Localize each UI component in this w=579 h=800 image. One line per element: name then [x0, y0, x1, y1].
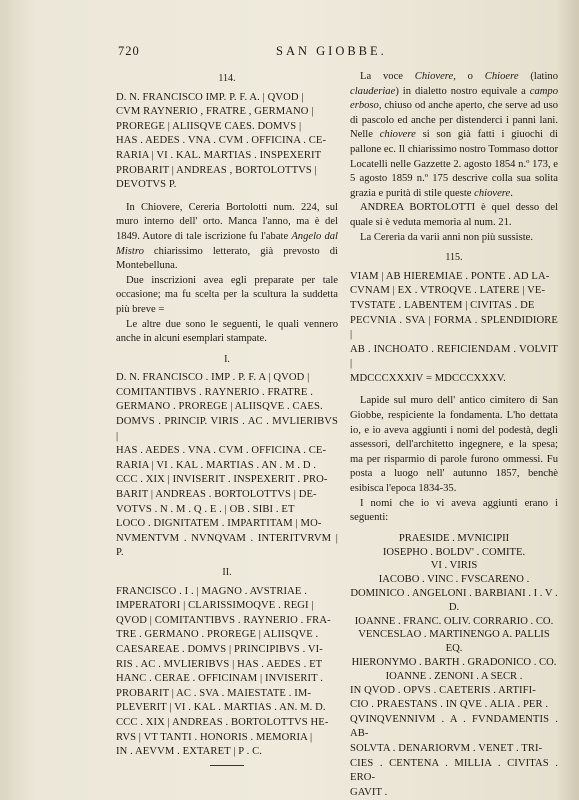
inscription-line: VI . VIRIS — [430, 560, 478, 572]
names-inscription — [350, 532, 558, 684]
inscription-line: HIERONYMO . BARTH . GRADONICO . CO. — [351, 656, 557, 668]
inscription-line: IN QVOD . OPVS . CAETERIS . ARTIFI- — [350, 684, 536, 696]
commentary-paragraph: I nomi che io vi aveva aggiunti erano i seguenti: — [350, 497, 558, 524]
inscription-line: D. N. FRANCISCO . IMP . P. F. A | QVOD | — [116, 372, 310, 384]
inscription-line: QVOD | COMITANTIBVS . RAYNERIO . FRA- — [116, 614, 331, 626]
inscription-line: VENCESLAO . MARTINENGO A. PALLIS EQ. — [358, 629, 550, 655]
inscription-line: TVSTATE . LABENTEM | CIVITAS . DE — [350, 299, 535, 311]
commentary-paragraph: In Chiovere, Cereria Bortolotti num. 224, sul muro interno dell' orto. Manca l'anno, ma è del 1849. Autore di tale iscrizione fu l'abate Angelo dal Mistro chiarissimo letterato, già prevosto di Montebelluna. — [116, 201, 338, 272]
inscription-line: HAS . AEDES . VNA . CVM . OFFICINA . CE- — [116, 135, 327, 147]
inscription-line: GERMANO . PROREGE | ALIISQVE . CAES. — [116, 401, 323, 413]
inscription-114 — [116, 91, 338, 193]
inscription-line: IMPERATORI | CLARISSIMOQVE . REGI | — [116, 600, 314, 612]
commentary-paragraph: Le altre due sono le seguenti, le quali vennero anche in alcuni esemplari stampate. — [116, 318, 338, 345]
inscription-line: COMITANTIBVS . RAYNERIO . FRATRE . — [116, 386, 313, 398]
inscription-115 — [350, 270, 558, 387]
inscription-line: HAS . AEDES . VNA . CVM . OFFICINA . CE- — [116, 445, 327, 457]
inscription-line: SOLVTA . DENARIORVM . VENET . TRI- — [350, 742, 543, 754]
inscription-line: PLEVERIT | VI . KAL . MARTIAS . AN. M. D. — [116, 702, 326, 714]
inscription-line: CAESAREAE . DOMVS | PRINCIPIBVS . VI- — [116, 643, 323, 655]
inscription-line: DOMINICO . ANGELONI . BARBIANI . I . V . D. — [350, 588, 558, 613]
running-title: SAN GIOBBE. — [276, 44, 387, 58]
commentary-paragraph: Lapide sul muro dell' antico cimitero di San Giobbe, respiciente la fondamenta. L'ho dettata io, e io aveva aggiunti i nomi del podestà, degli assessori, dell'architetto ingegnere, e la spesa; ma per risparmio di parole furono ommessi. Fu posta a luogo nell' autunno 1857, benchè esibisca l'epoca 1834-35. — [350, 395, 558, 495]
inscription-ii — [116, 585, 338, 760]
inscription-line: IOANNE . FRANC. OLIV. CORRARIO . CO. — [354, 615, 554, 627]
inscription-line: AB . INCHOATO . REFICIENDAM . VOLVIT | — [350, 343, 558, 370]
inscription-line: CCC . XIX | ANDREAS . BORTOLOTTVS HE- — [116, 716, 329, 728]
inscription-line: RARIA | VI . KAL . MARTIAS . AN . M . D . — [116, 459, 317, 471]
inscription-line: RARIA | VI . KAL. MARTIAS . INSPEXERIT — [116, 149, 322, 161]
inscription-line: PECVNIA . SVA | FORMA . SPLENDIDIORE | — [350, 314, 558, 341]
inscription-line: MDCCCXXXIV = MDCCCXXXV. — [350, 372, 506, 384]
inscription-line: IOANNE . ZENONI . A SECR . — [385, 670, 523, 682]
inscription-line: HANC . CERAE . OFFICINAM | INVISERIT . — [116, 673, 324, 685]
entry-number-114: 114. — [218, 73, 236, 84]
inscription-line: GAVIT . — [350, 786, 388, 798]
inscription-number-i: I. — [224, 353, 230, 365]
page-header — [118, 44, 509, 60]
inscription-line: PROBARIT | ANDREAS , BORTOLOTTVS | — [116, 164, 317, 176]
inscription-line: DEVOTVS P. — [116, 179, 177, 191]
inscription-line: VIAM | AB HIEREMIAE . PONTE . AD LA- — [350, 270, 550, 282]
inscription-line: IN . AEVVM . EXTARET | P . C. — [116, 746, 263, 758]
inscription-line: CVNAM | EX . VTROQVE . LATERE | VE- — [350, 285, 546, 297]
commentary-paragraph: ANDREA BORTOLOTTI è quel desso del quale si è veduta memoria al num. 21. — [350, 202, 558, 228]
inscription-line: IACOBO . VINC . FVSCARENO . — [378, 574, 530, 586]
inscription-line: PROBARIT | AC . SVA . MAIESTATE . IM- — [116, 687, 311, 699]
inscription-line: CCC . XIX | INVISERIT . INSPEXERIT . PRO- — [116, 474, 328, 486]
page-number: 720 — [118, 44, 140, 58]
inscription-line: TRE . GERMANO . PROREGE | ALIISQVE . — [116, 629, 319, 641]
right-column — [350, 70, 558, 800]
inscription-line: DOMVS . PRINCIP. VIRIS . AC . MVLIERIBVS | — [116, 416, 338, 442]
entry-number-115: 115. — [445, 252, 463, 264]
commentary-paragraph: La Cereria da varii anni non più sussiste. — [360, 231, 533, 243]
inscription-line: VOTVS . N . M . Q . E . | OB . SIBI . ET — [116, 503, 295, 515]
inscription-line: QVINQVENNIVM . A . FVNDAMENTIS . AB- — [350, 713, 558, 740]
inscription-line: LOCO . DIGNITATEM . IMPARTITAM | MO- — [116, 518, 322, 530]
inscription-line: PROREGE | ALIISQVE CAES. DOMVS | — [116, 120, 302, 132]
inscription-line: CIO . PRAESTANS . IN QVE . ALIA . PER . — [350, 699, 549, 711]
inscription-line: CVM RAYNERIO , FRATRE , GERMANO | — [116, 106, 314, 118]
inscription-line: D. N. FRANCISCO IMP. P. F. A. | QVOD | — [116, 91, 304, 103]
section-divider — [210, 765, 244, 766]
commentary-paragraph: La voce Chiovere, o Chioere (latino clauderiae) in dialetto nostro equivale a campo erboso, chiuso od anche aperto, che serve ad uso di pascolo ed anche per distenderci i panni lani. Nelle chiovere si son già fatti i giuochi di pallone ec. Il chiarissimo nostro Tommaso dottor Locatelli nelle Gazzette 2. agosto 1854 n.º 173, e 5 agosto 1859 n.º 175 descrive colla sua solita grazia e purità di stile queste chiovere. — [350, 71, 559, 199]
names-inscription-tail — [350, 684, 558, 800]
inscription-i — [116, 371, 338, 561]
inscription-line: BARIT | ANDREAS . BORTOLOTTVS | DE- — [116, 489, 317, 501]
inscription-line: FRANCISCO . I . | MAGNO . AVSTRIAE . — [116, 585, 307, 597]
inscription-line: PRAESIDE . MVNICIPII — [398, 532, 510, 544]
inscription-line: CIES . CENTENA . MILLIA . CIVITAS . ERO- — [350, 757, 558, 784]
inscription-line: IOSEPHO . BOLDV' . COMITE. — [382, 546, 526, 558]
inscription-number-ii: II. — [222, 567, 232, 578]
inscription-line: NVMENTVM . NVNQVAM . INTERITVRVM | P. — [116, 532, 338, 559]
left-column — [116, 70, 338, 766]
commentary-paragraph: Due inscrizioni avea egli preparate per tale occasione; ma fu scelta per la scultura la suddetta più breve = — [116, 274, 338, 315]
inscription-line: RVS | VT TANTI . HONORIS . MEMORIA | — [116, 731, 313, 743]
inscription-line: RIS . AC . MVLIERIBVS | HAS . AEDES . ET — [116, 658, 323, 670]
